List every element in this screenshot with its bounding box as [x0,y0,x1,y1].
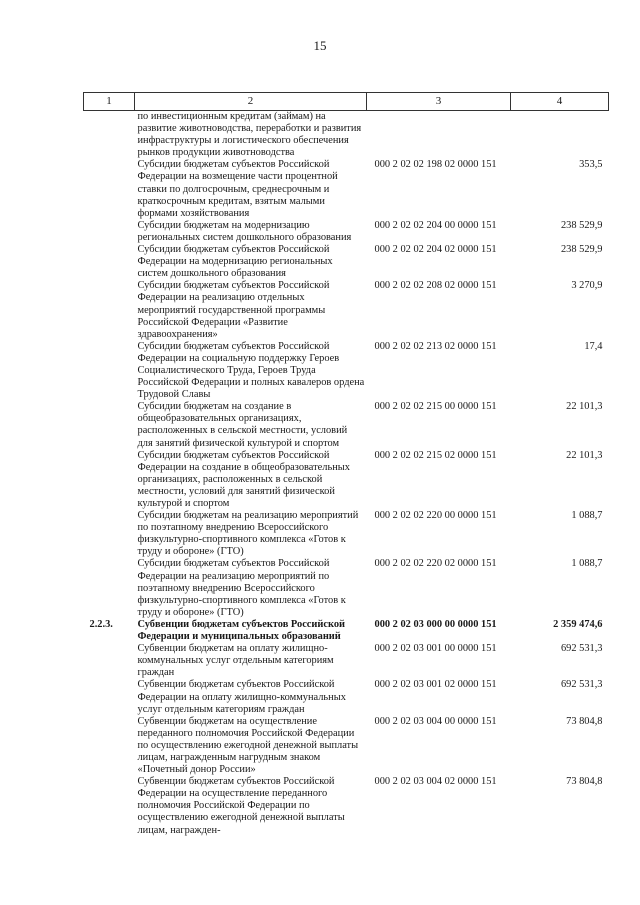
table-row [84,619,609,643]
row-amount: 22 101,3 [566,449,603,461]
row-number [84,776,135,836]
row-code: 000 2 02 03 004 00 0000 151 [374,715,497,727]
row-amount: 73 804,8 [566,776,603,788]
row-name: Субсидии бюджетам субъектов Российской Федерации на реализацию отдельных мероприятий государственной программы Российской Федерации «Развитие здравоохранения» [137,280,330,340]
row-number [84,450,135,510]
row-name: Субвенции бюджетам субъектов Российской Федерации на оплату жилищно-коммунальных услуг отдельным категориям граждан [137,679,346,715]
row-amount: 1 088,7 [571,558,603,570]
table-row [84,401,609,449]
page-number: 15 [313,38,327,53]
row-number [84,244,135,280]
table-row [84,679,609,715]
row-number [84,401,135,449]
row-name: Субсидии бюджетам субъектов Российской Федерации на реализацию мероприятий по поэтапному внедрению Всероссийского физкультурно-спортивного комплекса «Готов к труду и обороне» (ГТО) [137,558,346,618]
row-number [84,220,135,244]
table-body [84,111,609,837]
column-header-2: 2 [135,93,367,111]
column-header-4: 4 [511,93,609,111]
row-name: Субвенции бюджетам на осуществление переданного полномочия Российской Федерации по осуществлению ежегодной денежной выплаты лицам, награжденным нагрудным знаком «Почетный донор России» [137,715,359,776]
row-number [84,510,135,558]
row-number [84,159,135,219]
row-code: 000 2 02 02 215 02 0000 151 [374,449,497,461]
row-code: 000 2 02 02 204 00 0000 151 [374,219,497,231]
row-amount: 692 531,3 [560,643,603,655]
table-row [84,280,609,340]
row-amount: 1 088,7 [571,510,603,522]
row-name: Субсидии бюджетам субъектов Российской Федерации на социальную поддержку Героев Социалистического Труда, Героев Труда Российской Федерации и полных кавалеров ордена Трудовой Славы [137,340,365,401]
row-number [84,643,135,679]
table-row [84,776,609,836]
row-name: Субсидии бюджетам на создание в общеобразовательных организациях, расположенных в сельской местности, условий для занятий физической культурой и спортом [137,401,348,449]
row-code: 000 2 02 02 208 02 0000 151 [374,280,497,292]
row-code: 000 2 02 03 000 00 0000 151 [374,618,497,630]
row-name: Субвенции бюджетам субъектов Российской Федерации и муниципальных образований [137,618,346,643]
row-code: 000 2 02 02 220 00 0000 151 [374,510,497,522]
table-row [84,220,609,244]
row-amount: 22 101,3 [566,401,603,413]
row-code: 000 2 02 02 220 02 0000 151 [374,558,497,570]
row-amount [511,111,609,160]
row-code: 000 2 02 02 204 02 0000 151 [374,244,497,256]
table-row [84,450,609,510]
row-amount: 73 804,8 [566,715,603,727]
table-row [84,111,609,160]
column-header-3: 3 [367,93,511,111]
row-code: 000 2 02 03 004 02 0000 151 [374,776,497,788]
table-row [84,510,609,558]
row-number: 2.2.3. [89,618,113,630]
row-number [84,341,135,401]
table-row [84,244,609,280]
row-name: Субсидии бюджетам на модернизацию региональных систем дошкольного образования [137,219,352,243]
row-number [84,280,135,340]
row-number [84,111,135,160]
row-number [84,679,135,715]
row-name: Субсидии бюджетам субъектов Российской Федерации на возмещение части процентной ставки по долгосрочным, среднесрочным и краткосрочным кредитам, взятым малыми формами хозяйствования [137,159,338,219]
row-amount: 353,5 [579,159,603,171]
row-name: Субвенции бюджетам на оплату жилищно-коммунальных услуг отдельным категориям граждан [137,643,334,679]
table-row [84,716,609,776]
row-code: 000 2 02 02 198 02 0000 151 [374,159,497,171]
row-name: Субсидии бюджетам субъектов Российской Федерации на модернизацию региональных систем дошкольного образования [137,244,333,280]
column-header-1: 1 [84,93,135,111]
row-name: по инвестиционным кредитам (займам) на развитие животноводства, переработки и развития инфраструктуры и логистического обеспечения рынков продукции животноводства [137,111,362,159]
row-code: 000 2 02 02 215 00 0000 151 [374,401,497,413]
table-row [84,159,609,219]
row-amount: 238 529,9 [560,219,603,231]
row-name: Субвенции бюджетам субъектов Российской Федерации на осуществление переданного полномочия Российской Федерации по осуществлению ежегодной денежной выплаты лицам, награжден- [137,776,345,836]
row-number [84,716,135,776]
budget-revenue-table [83,92,609,837]
row-code [367,111,511,160]
table-header [84,93,609,111]
row-number [84,558,135,618]
row-code: 000 2 02 03 001 02 0000 151 [374,679,497,691]
row-amount: 2 359 474,6 [553,618,603,630]
table-row [84,341,609,401]
row-code: 000 2 02 02 213 02 0000 151 [374,340,497,352]
row-amount: 238 529,9 [560,244,603,256]
row-name: Субсидии бюджетам субъектов Российской Федерации на создание в общеобразовательных организациях, расположенных в сельской местности, условий для занятий физической культурой и спортом [137,449,350,509]
table-row [84,643,609,679]
row-code: 000 2 02 03 001 00 0000 151 [374,643,497,655]
row-amount: 17,4 [584,340,603,352]
table-row [84,558,609,618]
row-name: Субсидии бюджетам на реализацию мероприятий по поэтапному внедрению Всероссийского физкультурно-спортивного комплекса «Готов к труду и обороне» (ГТО) [137,510,359,558]
row-amount: 3 270,9 [571,280,603,292]
row-amount: 692 531,3 [560,679,603,691]
